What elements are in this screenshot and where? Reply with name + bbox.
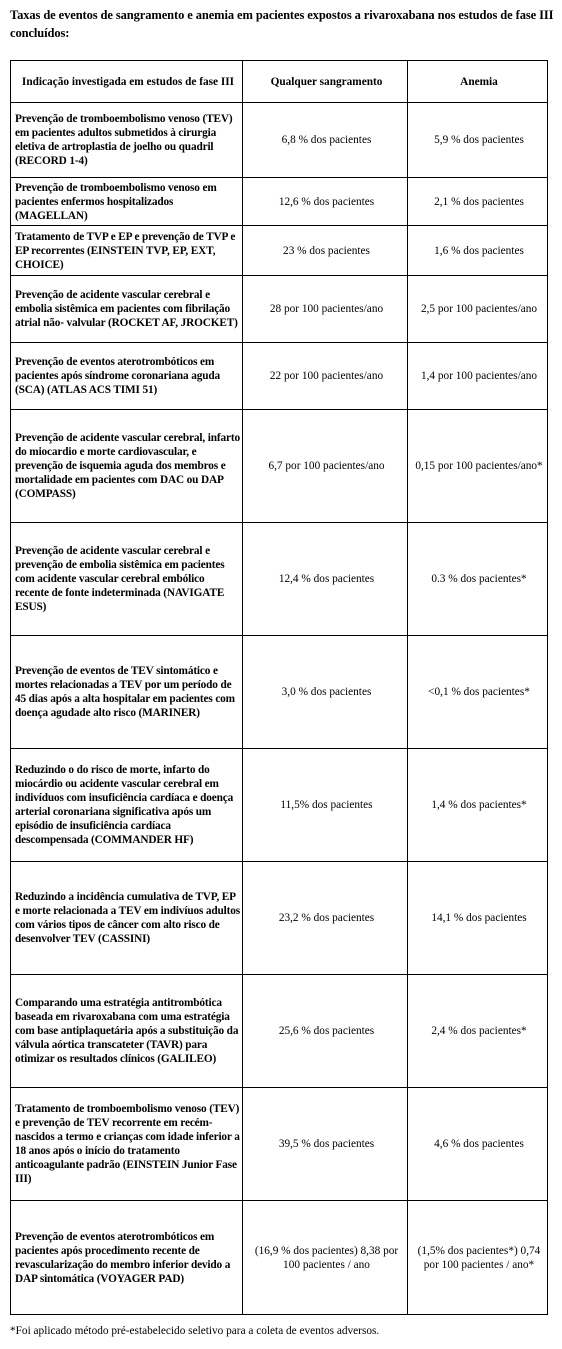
bleeding-cell: 39,5 % dos pacientes	[243, 1088, 408, 1201]
indication-cell: Prevenção de tromboembolismo venoso (TEV) em pacientes adultos submetidos à cirurgia eletiva de artroplastia de joelho ou quadril (RECORD 1-4)	[11, 103, 243, 178]
footnote: *Foi aplicado método pré-estabelecido seletivo para a coleta de eventos adversos.	[10, 1325, 380, 1337]
anemia-cell: 0,15 por 100 pacientes/ano*	[408, 410, 548, 523]
table-row	[11, 343, 548, 410]
anemia-cell: 0.3 % dos pacientes*	[408, 523, 548, 636]
table-header-row	[11, 61, 548, 103]
anemia-cell: 2,4 % dos pacientes*	[408, 975, 548, 1088]
anemia-cell: <0,1 % dos pacientes*	[408, 636, 548, 749]
anemia-cell: 2,5 por 100 pacientes/ano	[408, 276, 548, 343]
indication-cell: Prevenção de eventos aterotrombóticos em pacientes após síndrome coronariana aguda (SCA) (ATLAS ACS TIMI 51)	[11, 343, 243, 410]
bleeding-cell: 23 % dos pacientes	[243, 226, 408, 276]
bleeding-cell: 12,6 % dos pacientes	[243, 178, 408, 226]
indication-cell: Prevenção de eventos de TEV sintomático e mortes relacionadas a TEV por um período de 45 dias após a alta hospitalar em pacientes com doença agudade alto risco (MARINER)	[11, 636, 243, 749]
indication-cell: Prevenção de tromboembolismo venoso em pacientes enfermos hospitalizados (MAGELLAN)	[11, 178, 243, 226]
table-row	[11, 523, 548, 636]
bleeding-anemia-table	[10, 60, 548, 1315]
table-row	[11, 103, 548, 178]
anemia-cell: 14,1 % dos pacientes	[408, 862, 548, 975]
indication-cell: Reduzindo a incidência cumulativa de TVP, EP e morte relacionada a TEV em indivíuos adultos com vários tipos de câncer com alto risco de desenvolver TEV (CASSINI)	[11, 862, 243, 975]
header-indication: Indicação investigada em estudos de fase III	[11, 61, 243, 103]
indication-cell: Prevenção de acidente vascular cerebral e embolia sistêmica em pacientes com fibrilação atrial não- valvular (ROCKET AF, JROCKET)	[11, 276, 243, 343]
anemia-cell: 1,4 por 100 pacientes/ano	[408, 343, 548, 410]
table-caption: Taxas de eventos de sangramento e anemia em pacientes expostos a rivaroxabana nos estudos de fase III concluídos:	[10, 8, 554, 40]
table-row	[11, 178, 548, 226]
bleeding-cell: 6,8 % dos pacientes	[243, 103, 408, 178]
header-bleeding: Qualquer sangramento	[243, 61, 408, 103]
anemia-cell: 4,6 % dos pacientes	[408, 1088, 548, 1201]
anemia-cell: 1,4 % dos pacientes*	[408, 749, 548, 862]
bleeding-cell: 28 por 100 pacientes/ano	[243, 276, 408, 343]
indication-cell: Tratamento de tromboembolismo venoso (TEV) e prevenção de TEV recorrente em recém-nascidos a termo e crianças com idade inferior a 18 anos após o início do tratamento anticoagulante padrão (EINSTEIN Junior Fase III)	[11, 1088, 243, 1201]
bleeding-cell: 22 por 100 pacientes/ano	[243, 343, 408, 410]
table-row	[11, 636, 548, 749]
table-row	[11, 975, 548, 1088]
table-row	[11, 1088, 548, 1201]
table-row	[11, 862, 548, 975]
table-row	[11, 410, 548, 523]
bleeding-cell: 23,2 % dos pacientes	[243, 862, 408, 975]
indication-cell: Tratamento de TVP e EP e prevenção de TVP e EP recorrentes (EINSTEIN TVP, EP, EXT, CHOICE)	[11, 226, 243, 276]
bleeding-cell: 11,5% dos pacientes	[243, 749, 408, 862]
indication-cell: Prevenção de eventos aterotrombóticos em pacientes após procedimento recente de revascularização do membro inferior devido a DAP sintomática (VOYAGER PAD)	[11, 1201, 243, 1315]
anemia-cell: 1,6 % dos pacientes	[408, 226, 548, 276]
indication-cell: Prevenção de acidente vascular cerebral, infarto do miocardio e morte cardiovascular, e prevenção de isquemia aguda dos membros e mortalidade em pacientes com DAC ou DAP (COMPASS)	[11, 410, 243, 523]
table-row	[11, 749, 548, 862]
table-row	[11, 1201, 548, 1315]
indication-cell: Comparando uma estratégia antitrombótica baseada em rivaroxabana com uma estratégia com base antiplaquetária após a substituição da válvula aórtica transcateter (TAVR) para otimizar os resultados clínicos (GALILEO)	[11, 975, 243, 1088]
indication-cell: Reduzindo o do risco de morte, infarto do miocárdio ou acidente vascular cerebral em indivíduos com insuficiência cardíaca e doença arterial coronariana significativa após um episódio de insuficiência cardíaca descompensada (COMMANDER HF)	[11, 749, 243, 862]
bleeding-cell: 12,4 % dos pacientes	[243, 523, 408, 636]
anemia-cell: 5,9 % dos pacientes	[408, 103, 548, 178]
anemia-cell: (1,5% dos pacientes*) 0,74 por 100 pacientes / ano*	[408, 1201, 548, 1315]
anemia-cell: 2,1 % dos pacientes	[408, 178, 548, 226]
table-row	[11, 226, 548, 276]
bleeding-cell: 3,0 % dos pacientes	[243, 636, 408, 749]
indication-cell: Prevenção de acidente vascular cerebral e prevenção de embolia sistêmica em pacientes com acidente vascular cerebral embólico recente de fonte indeterminada (NAVIGATE ESUS)	[11, 523, 243, 636]
bleeding-cell: 6,7 por 100 pacientes/ano	[243, 410, 408, 523]
bleeding-cell: (16,9 % dos pacientes) 8,38 por 100 pacientes / ano	[243, 1201, 408, 1315]
table-row	[11, 276, 548, 343]
header-anemia: Anemia	[408, 61, 548, 103]
bleeding-cell: 25,6 % dos pacientes	[243, 975, 408, 1088]
